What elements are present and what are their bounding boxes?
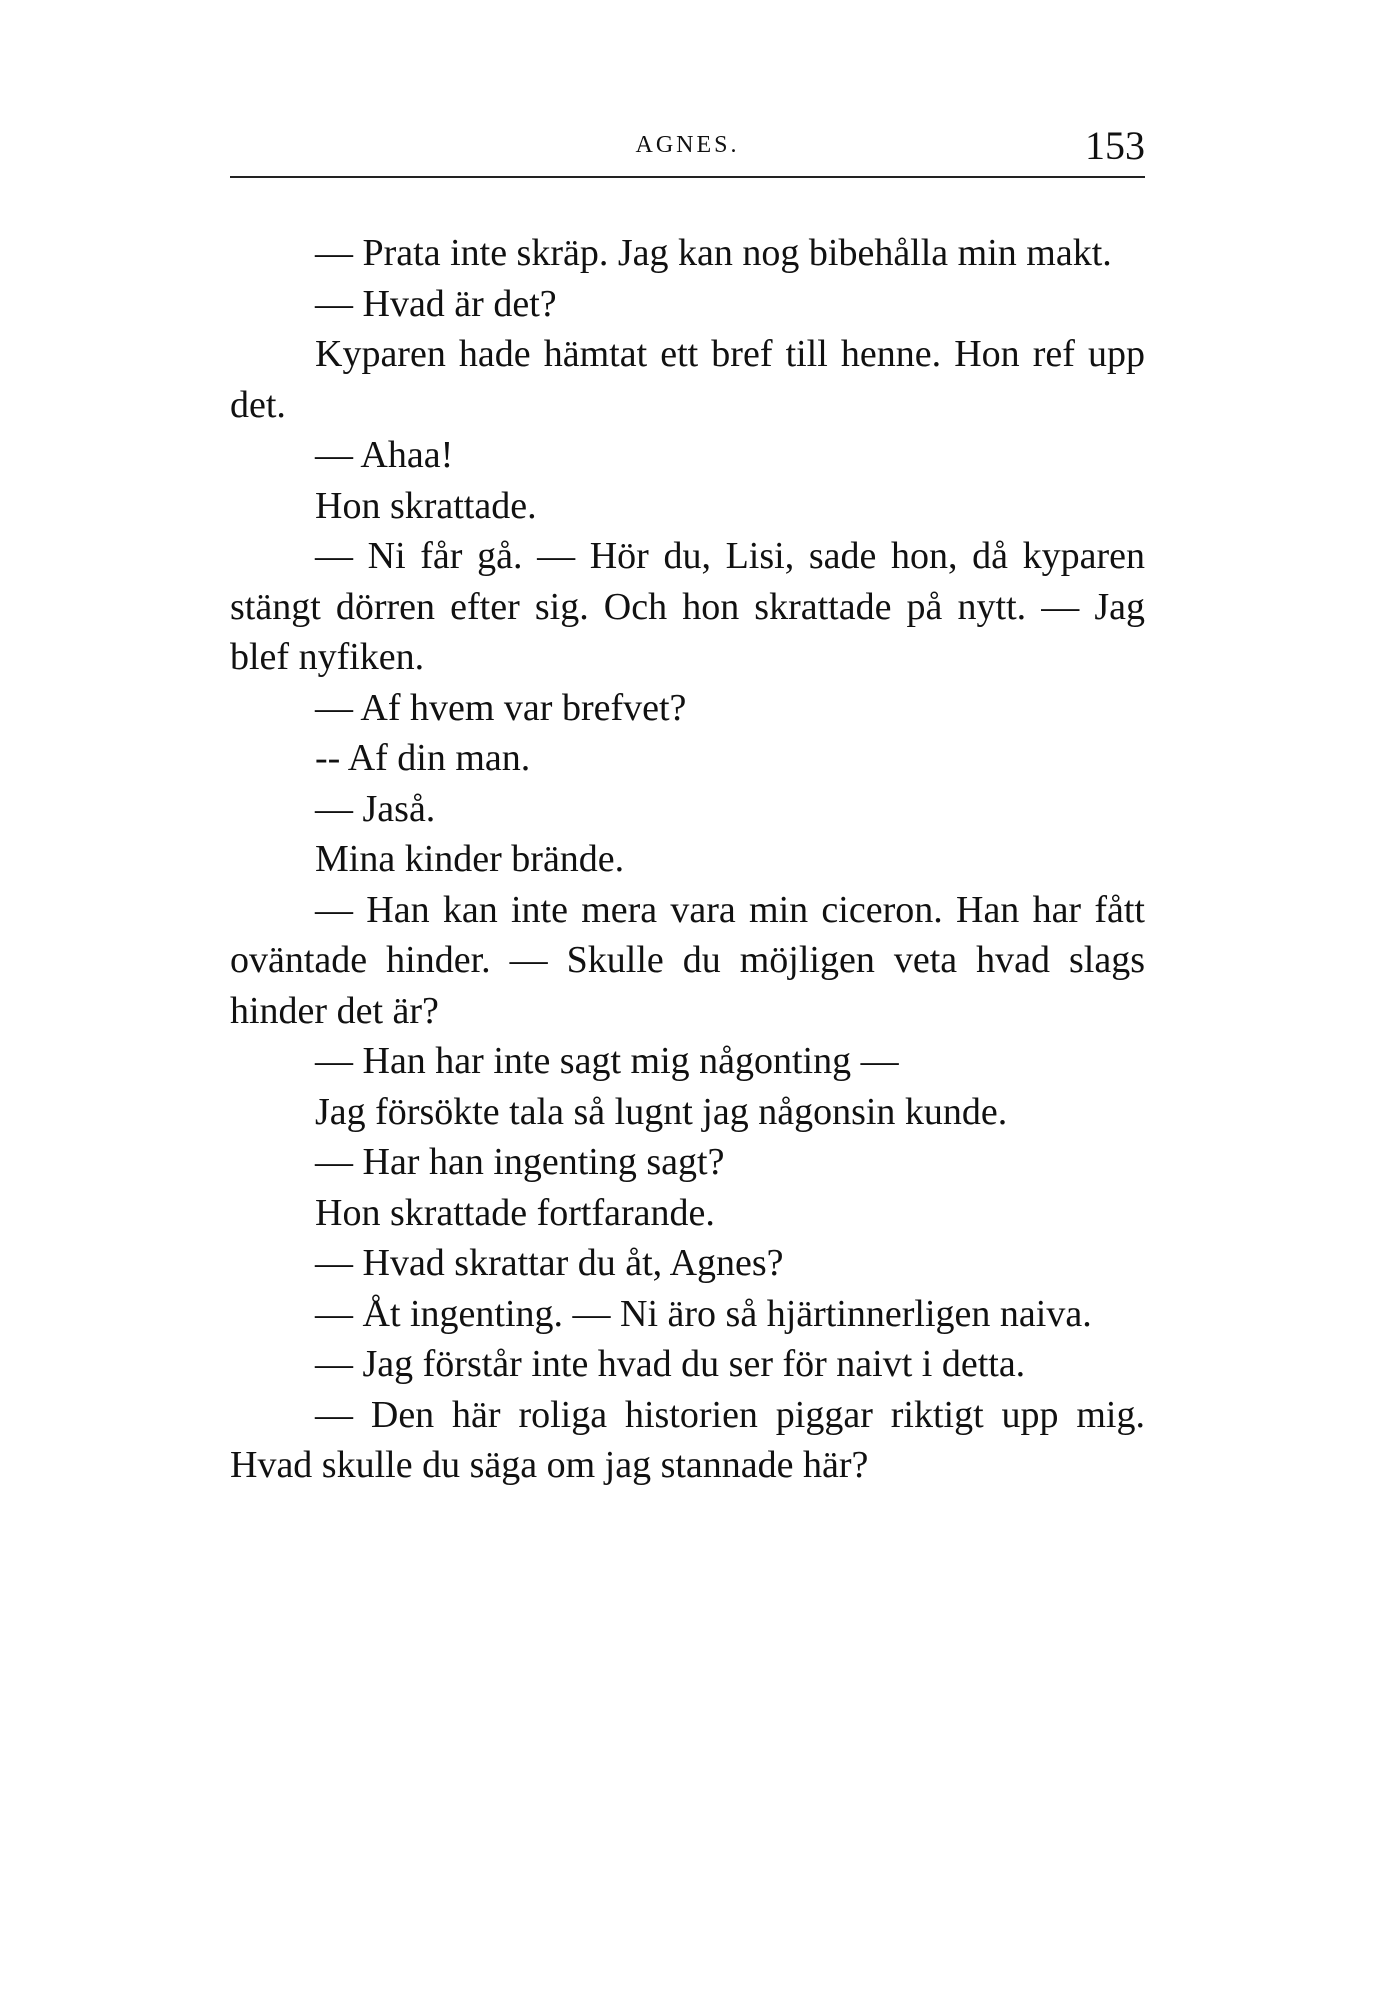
paragraph: — Hvad skrattar du åt, Agnes? — [315, 1242, 784, 1284]
paragraph: Jag försökte tala så lugnt jag någonsin kunde. — [315, 1090, 1008, 1133]
paragraph: — Åt ingenting. — Ni äro så hjärtinnerligen naiva. — [315, 1292, 1092, 1335]
paragraph: — Af hvem var brefvet? — [315, 686, 687, 729]
paragraph: — Jaså. — [315, 787, 436, 830]
paragraph: — Har han ingenting sagt? — [315, 1141, 725, 1183]
paragraph: — Hvad är det? — [315, 282, 557, 325]
paragraph: Mina kinder brände. — [315, 838, 625, 880]
paragraph: — Den här roliga historien piggar riktigt upp mig. Hvad skulle du säga om jag stannade här? — [230, 1393, 1145, 1486]
body-text — [230, 228, 1145, 1491]
paragraph: — Ahaa! — [315, 434, 454, 476]
paragraph: — Prata inte skräp. Jag kan nog bibehålla min makt. — [315, 232, 1112, 274]
paragraph: Hon skrattade. — [315, 484, 537, 527]
paragraph: -- Af din man. — [315, 737, 531, 779]
running-head — [230, 122, 1145, 172]
paragraph: — Han kan inte mera vara min ciceron. Han har fått oväntade hinder. — Skulle du möjligen veta hvad slags hinder det är? — [230, 888, 1145, 1032]
page-number: 153 — [1085, 123, 1145, 168]
paragraph: Kyparen hade hämtat ett bref till henne. Hon ref upp det. — [230, 333, 1145, 426]
paragraph: — Ni får gå. — Hör du, Lisi, sade hon, då kyparen stängt dörren efter sig. Och hon skrattade på nytt. — Jag blef nyfiken. — [230, 535, 1145, 678]
running-title: AGNES. — [635, 132, 740, 158]
paragraph: — Jag förstår inte hvad du ser för naivt i detta. — [315, 1343, 1026, 1385]
paragraph: — Han har inte sagt mig någonting — — [315, 1040, 899, 1082]
paragraph: Hon skrattade fortfarande. — [315, 1191, 715, 1234]
header-rule — [230, 176, 1145, 178]
